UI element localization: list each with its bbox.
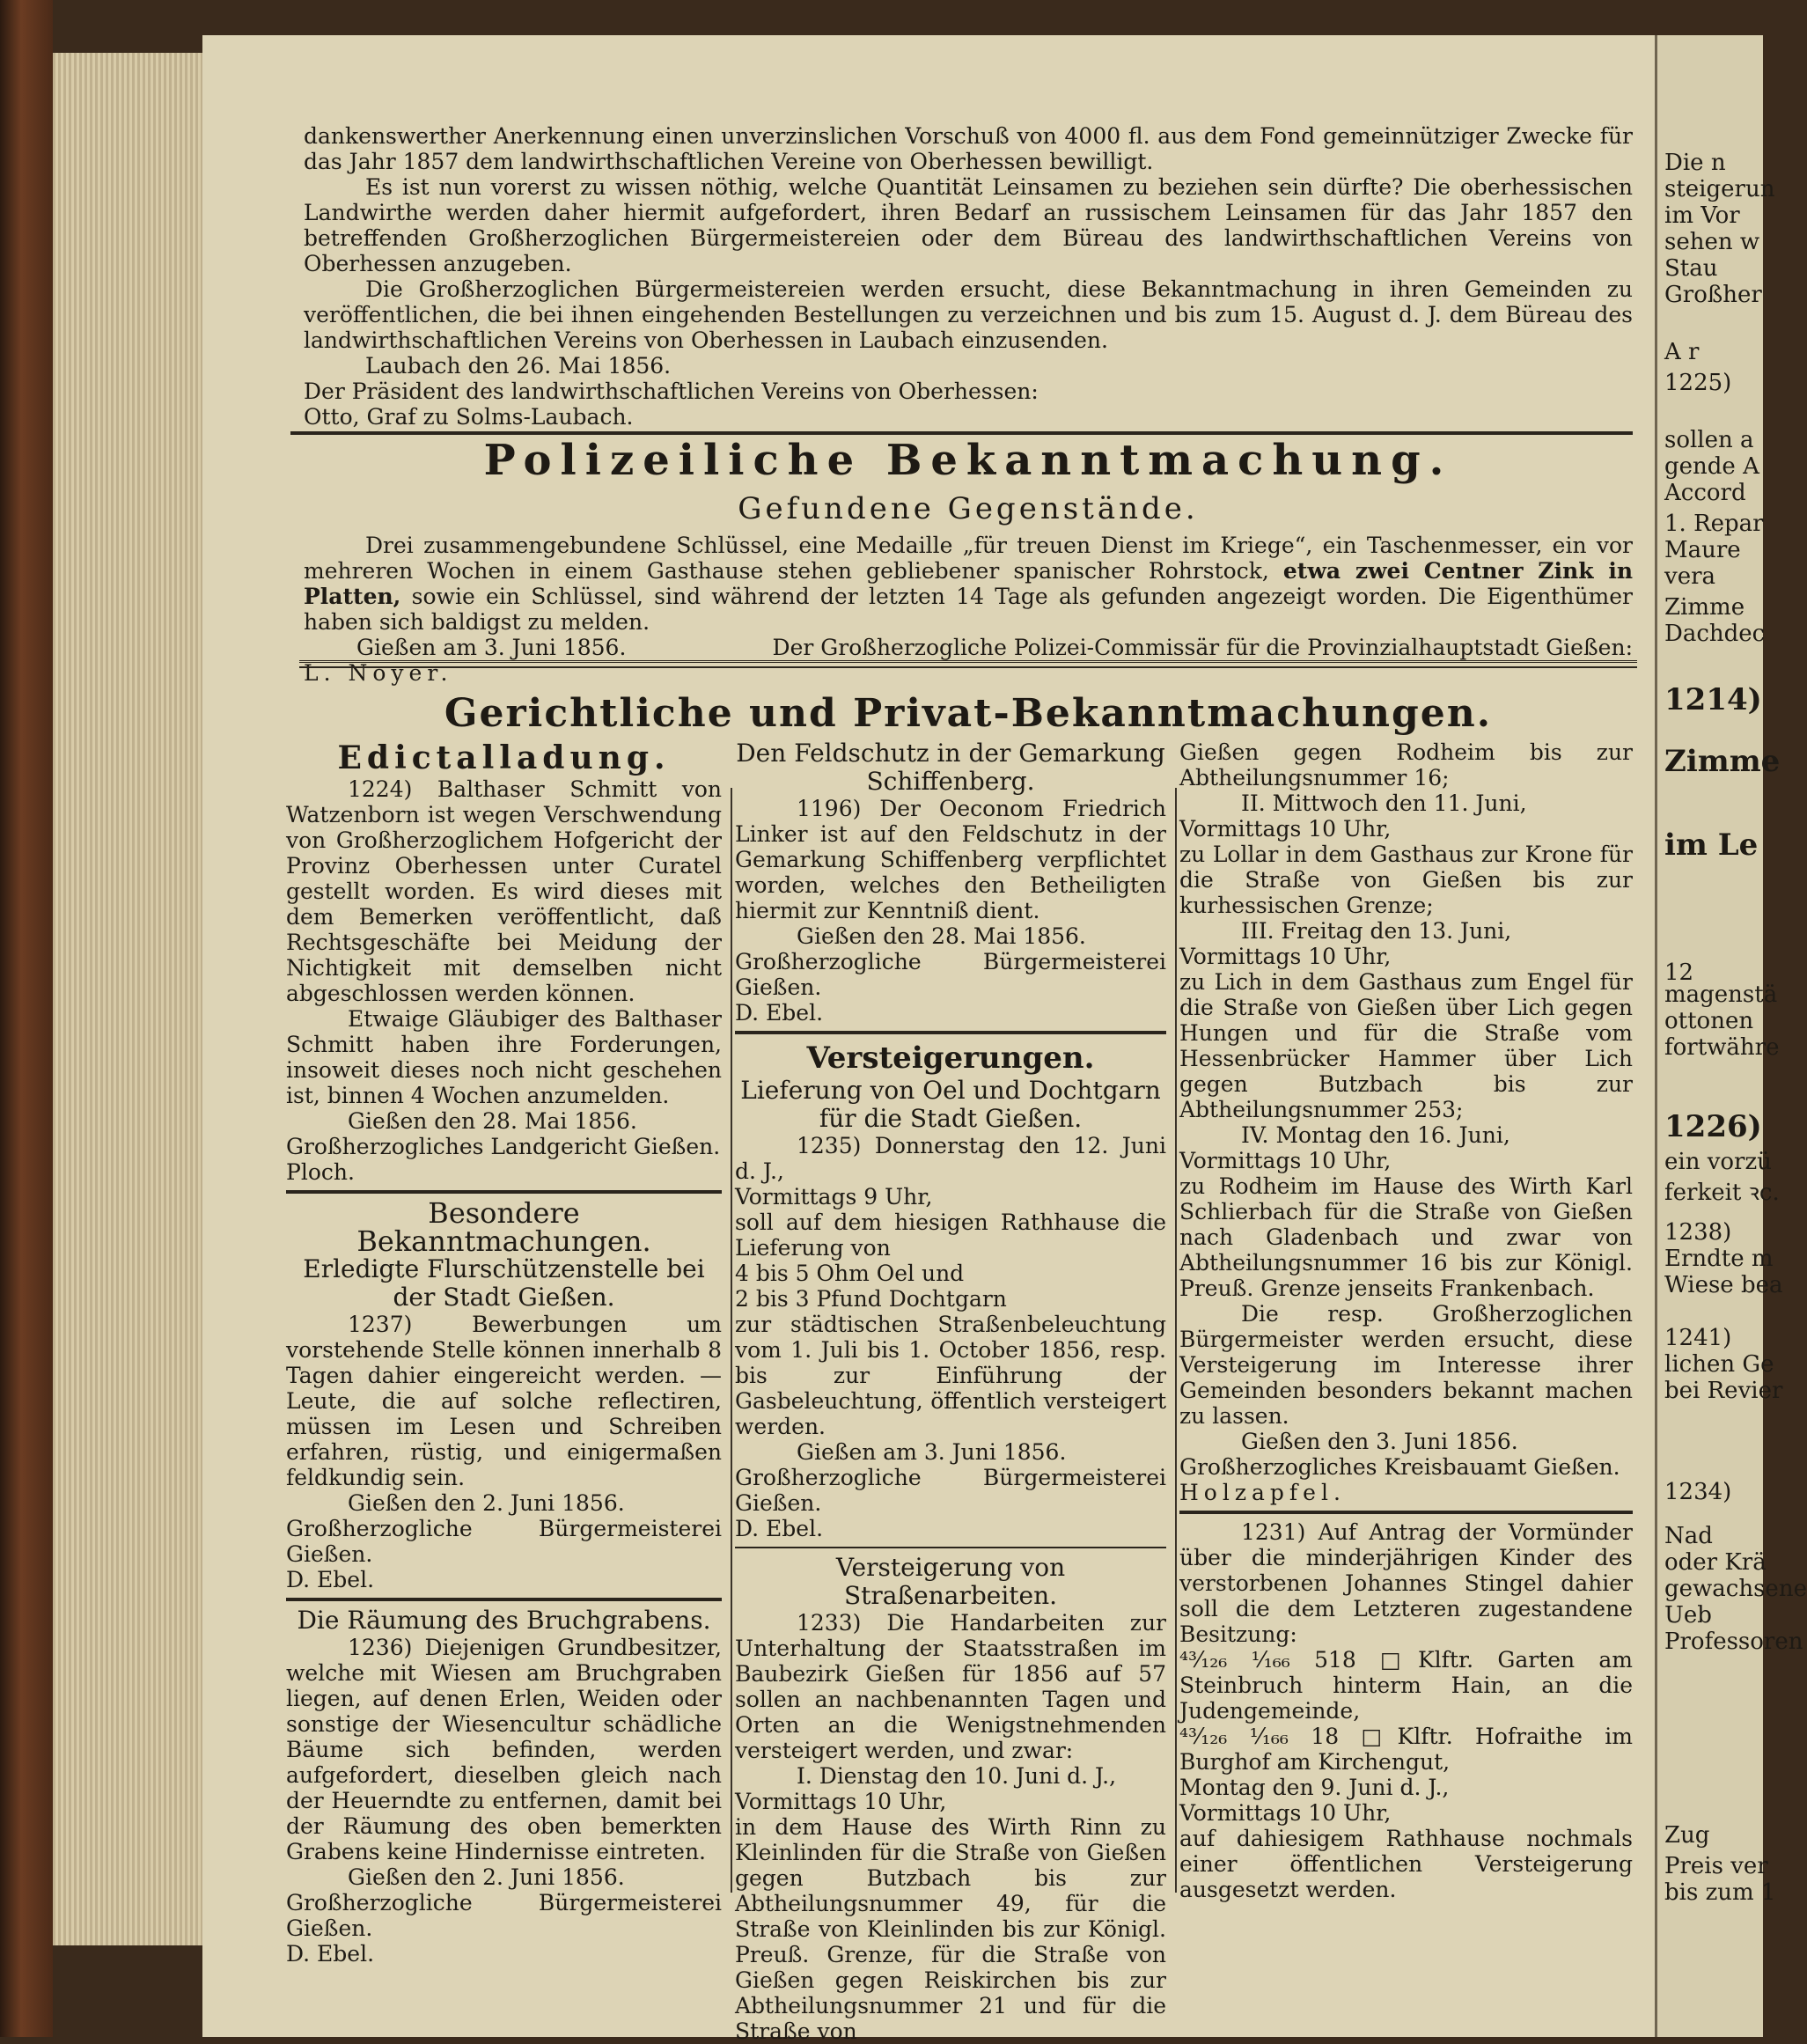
edict-signature-1: Großherzogliches Landgericht Gießen.	[286, 1134, 721, 1159]
strassen-continued: Gießen gegen Rodheim bis zur Abtheilungsnummer 16;	[1179, 739, 1633, 790]
police-text-b: sowie ein Schlüssel, sind während der letzten 14 Tage als gefunden angezeigt worden. Die Eigenthümer haben sich baldigst zu melden.	[304, 584, 1633, 635]
oel-signature-2: D. Ebel.	[735, 1516, 824, 1541]
strassen-signature-2: Holzapfel.	[1179, 1480, 1346, 1505]
strassen-date: Gießen den 3. Juni 1856.	[1241, 1429, 1518, 1454]
edict-date: Gießen den 28. Mai 1856.	[348, 1108, 637, 1134]
strassen-text: 1233) Die Handarbeiten zur Unterhaltung der Staatsstraßen im Baubezirk Gießen für 1856 auf 57 sollen an nachbenannten Tagen und Orten an die Wenigstnehmenden versteigert werden, und zwar:	[735, 1610, 1166, 1763]
stingel-text: 1231) Auf Antrag der Vormünder über die minderjährigen Kinder des verstorbenen Johannes Stingel dahier soll die dem Letzteren zugestandene Besitzung:	[1179, 1519, 1633, 1647]
stingel-date: Montag den 9. Juni d. J.,	[1179, 1775, 1450, 1800]
newspaper-page	[202, 35, 1655, 2044]
next-page-line: gende A	[1664, 453, 1759, 480]
next-page-line: fortwähre	[1664, 1034, 1780, 1061]
stingel-time: Vormittags 10 Uhr,	[1179, 1800, 1392, 1826]
strassen-item-4-text: zu Rodheim im Hause des Wirth Karl Schlierbach für die Straße von Gießen nach Gladenbach und zwar von Abtheilungsnummer 16 bis zur Königl. Preuß. Grenze jenseits Frankenbach.	[1179, 1173, 1633, 1301]
top-line-1: dankenswerther Anerkennung einen unverzinslichen Vorschuß von 4000 fl. aus dem Fond gemeinnütziger Zwecke für das Jahr 1857 dem landwirthschaftlichen Vereine von Oberhessen bewilligt.	[304, 123, 1633, 174]
next-page-line: im Vor	[1664, 202, 1740, 229]
next-page-line: im Le	[1664, 827, 1759, 863]
next-page-line: A r	[1664, 339, 1700, 365]
flur-title: Erledigte Flurschützenstelle bei der Stadt Gießen.	[303, 1254, 705, 1312]
police-text	[304, 533, 1633, 635]
edict-title: Edictalladung.	[337, 739, 671, 776]
feldschutz-signature-2: D. Ebel.	[735, 1000, 824, 1026]
feldschutz-title: Den Feldschutz in der Gemarkung Schiffenberg.	[736, 739, 1165, 796]
strassen-item-4-time: Vormittags 10 Uhr,	[1179, 1148, 1392, 1173]
column-divider-1	[731, 788, 732, 1893]
section-title: Gerichtliche und Privat-Bekanntmachungen.	[444, 691, 1493, 736]
police-subtitle: Gefundene Gegenstände.	[738, 491, 1199, 526]
strassen-item-1-time: Vormittags 10 Uhr,	[735, 1789, 947, 1814]
edict-signature-2: Ploch.	[286, 1159, 355, 1185]
stingel-item-2: ⁴³⁄₁₂₆ ¹⁄₁₆₆ 18 □Klftr. Hofraithe im Burghof am Kirchengut,	[1179, 1724, 1633, 1775]
next-page-line: Nad	[1664, 1523, 1713, 1549]
next-page-line: bis zum 1	[1664, 1879, 1776, 1906]
oel-title: Lieferung von Oel und Dochtgarn für die Stadt Gießen.	[740, 1076, 1161, 1133]
strassen-item-2-time: Vormittags 10 Uhr,	[1179, 816, 1392, 842]
next-page-line: Ueb	[1664, 1602, 1712, 1629]
stingel-text-2: auf dahiesigem Rathhause nochmals einer öffentlichen Versteigerung ausgesetzt werden.	[1179, 1826, 1633, 1902]
stingel-item-1: ⁴³⁄₁₂₆ ¹⁄₁₆₆ 518 □Klftr. Garten am Steinbruch hinterm Hain, an die Judengemeinde,	[1179, 1647, 1633, 1724]
strassen-request: Die resp. Großherzoglichen Bürgermeister werden ersucht, diese Versteigerung im Interesse ihrer Gemeinden besonders bekannt machen zu lassen.	[1179, 1301, 1633, 1429]
next-page-line: vera	[1664, 563, 1716, 590]
oel-date: Gießen am 3. Juni 1856.	[797, 1439, 1067, 1465]
edict-text: 1224) Balthaser Schmitt von Watzenborn ist wegen Verschwendung von Großherzoglichem Hofgericht der Provinz Oberhessen unter Curatel gestellt worden. Es wird dieses mit dem Bemerken veröffentlicht, daß Rechtsgeschäfte bei Meidung der Nichtigkeit mit demselben nicht abgeschlossen werden können.	[286, 776, 722, 1006]
edict-text-2: Etwaige Gläubiger des Balthaser Schmitt haben ihre Forderungen, insoweit dieses noch nicht geschehen ist, binnen 4 Wochen anzumelden.	[286, 1006, 722, 1108]
strassen-item-3-text: zu Lich in dem Gasthaus zum Engel für die Straße von Gießen über Lich gegen Hungen und für die Straße vom Hessenbrücker Hammer über Lich gegen Butzbach bis zur Abtheilungsnummer 253;	[1179, 969, 1633, 1122]
strassen-signature-1: Großherzogliches Kreisbauamt Gießen.	[1179, 1454, 1620, 1480]
next-page-line: Die n	[1664, 150, 1726, 176]
bruch-text: 1236) Diejenigen Grundbesitzer, welche mit Wiesen am Bruchgraben liegen, auf denen Erlen, Weiden oder sonstige der Wiesencultur schädliche Bäume sich befinden, werden aufgefordert, dieselben gleich nach der Heuerndte zu entfernen, damit bei der Räumung des oben bemerkten Grabens keine Hindernisse eintreten.	[286, 1635, 722, 1864]
strassen-item-2: II. Mittwoch den 11. Juni,	[1241, 790, 1527, 816]
next-page-line: Professoren	[1664, 1629, 1803, 1655]
police-signature-1: Der Großherzogliche Polizei-Commissär für die Provinzialhauptstadt Gießen:	[772, 635, 1633, 660]
column-rule	[735, 1031, 1166, 1034]
book-binding	[0, 0, 53, 2037]
strassen-item-3-time: Vormittags 10 Uhr,	[1179, 944, 1392, 969]
flur-text: 1237) Bewerbungen um vorstehende Stelle können innerhalb 8 Tagen dahier eingereicht werden. — Leute, die auf solche reflectiren, müssen im Lesen und Schreiben erfahren, rüstig, und einigermaßen feldkundig sein.	[286, 1312, 722, 1490]
column-2	[735, 739, 1166, 2044]
next-page-line: Maure	[1664, 537, 1741, 563]
next-page-line: sehen w	[1664, 229, 1760, 255]
strassen-item-3: III. Freitag den 13. Juni,	[1241, 918, 1512, 944]
next-page-line: Wiese bea	[1664, 1272, 1783, 1298]
strassen-item-1: I. Dienstag den 10. Juni d. J.,	[797, 1763, 1117, 1789]
special-title: Besondere Bekanntmachungen.	[356, 1196, 651, 1258]
next-page-line: Großher	[1664, 282, 1762, 308]
section-double-rule	[299, 660, 1637, 668]
next-page-line: Zug	[1664, 1822, 1710, 1849]
next-page-line: ein vorzü	[1664, 1149, 1772, 1175]
divider-rule	[290, 431, 1633, 435]
strassen-item-1-text: in dem Hause des Wirth Rinn zu Kleinlinden für die Straße von Gießen gegen Butzbach bis zur Abtheilungsnummer 49, für die Straße von Kleinlinden bis zur Königl. Preuß. Grenze, für die Straße von Gießen gegen Reiskirchen bis zur Abtheilungsnummer 21 und für die Straße von	[735, 1814, 1166, 2044]
strassen-item-4: IV. Montag den 16. Juni,	[1241, 1122, 1510, 1148]
oel-line-4: 4 bis 5 Ohm Oel und	[735, 1261, 965, 1286]
next-page-line: Zimme	[1664, 744, 1781, 779]
next-page-line: Accord	[1664, 480, 1746, 506]
auctions-title: Versteigerungen.	[806, 1040, 1095, 1076]
next-page-line: Preis ver	[1664, 1853, 1768, 1879]
page-edges	[53, 53, 204, 1945]
police-footer	[304, 635, 1633, 660]
next-page-line: ottonen	[1664, 1008, 1754, 1034]
next-page-line: 1214)	[1664, 682, 1762, 717]
feldschutz-text: 1196) Der Oeconom Friedrich Linker ist auf den Feldschutz in der Gemarkung Schiffenberg verpflichtet worden, welches den Betheiligten hiermit zur Kenntniß dient.	[735, 796, 1166, 923]
oel-line-2: Vormittags 9 Uhr,	[735, 1184, 933, 1209]
next-page-line: Stau	[1664, 255, 1718, 282]
bruch-title: Die Räumung des Bruchgrabens.	[297, 1606, 711, 1635]
next-page-line: 1. Repar	[1664, 511, 1764, 537]
next-page-line: 1234)	[1664, 1479, 1732, 1505]
top-line-3: Die Großherzoglichen Bürgermeistereien werden ersucht, diese Bekanntmachung in ihren Gemeinden zu veröffentlichen, die bei ihnen eingehenden Bestellungen zu verzeichnen und bis zum 15. August d. J. dem Büreau des landwirthschaftlichen Vereins von Oberhessen in Laubach einzusenden.	[304, 276, 1633, 353]
column-rule	[735, 1547, 1166, 1548]
next-page-line: steigerun	[1664, 176, 1775, 202]
flur-signature-2: D. Ebel.	[286, 1567, 375, 1592]
strassen-title: Versteigerung von Straßenarbeiten.	[835, 1553, 1066, 1610]
flur-signature-1: Großherzogliche Bürgermeisterei Gießen.	[286, 1516, 722, 1567]
column-rule	[1179, 1511, 1633, 1514]
bruch-date: Gießen den 2. Juni 1856.	[348, 1864, 625, 1890]
oel-line-1: 1235) Donnerstag den 12. Juni d. J.,	[735, 1133, 1166, 1184]
next-page-line: 1238)	[1664, 1219, 1732, 1246]
next-page-line: lichen Ge	[1664, 1351, 1774, 1378]
top-notice	[304, 123, 1633, 430]
police-signature-2: L. Noyer.	[304, 660, 453, 686]
next-page-line: bei Revier	[1664, 1378, 1783, 1404]
next-page-line: 12	[1664, 960, 1694, 986]
next-page-line: magenstä	[1664, 982, 1778, 1008]
next-page-line: Zimme	[1664, 594, 1745, 621]
police-date: Gießen am 3. Juni 1856.	[356, 635, 627, 660]
oel-line-5: 2 bis 3 Pfund Dochtgarn	[735, 1286, 1007, 1312]
next-page-line: 1241)	[1664, 1325, 1732, 1351]
top-line-2: Es ist nun vorerst zu wissen nöthig, welche Quantität Leinsamen zu beziehen sein dürfte? Die oberhessischen Landwirthe werden daher hiermit aufgefordert, ihren Bedarf an russischem Leinsamen für das Jahr 1857 den betreffenden Großherzoglichen Bürgermeistereien oder dem Büreau des landwirthschaftlichen Vereins von Oberhessen anzugeben.	[304, 174, 1633, 276]
next-page-line: oder Krä	[1664, 1549, 1767, 1576]
oel-signature-1: Großherzogliche Bürgermeisterei Gießen.	[735, 1465, 1166, 1516]
strassen-item-2-text: zu Lollar in dem Gasthaus zur Krone für die Straße von Gießen bis zur kurhessischen Grenze;	[1179, 842, 1633, 918]
top-signature-2: Otto, Graf zu Solms-Laubach.	[304, 404, 634, 430]
column-1	[286, 739, 722, 1967]
column-rule	[286, 1598, 722, 1601]
feldschutz-signature-1: Großherzogliche Bürgermeisterei Gießen.	[735, 949, 1166, 1000]
oel-line-6: zur städtischen Straßenbeleuchtung vom 1. Juli bis 1. October 1856, resp. bis zur Einführung der Gasbeleuchtung, öffentlich versteigert werden.	[735, 1312, 1166, 1439]
next-page-line: 1226)	[1664, 1109, 1762, 1144]
column-rule	[286, 1190, 722, 1194]
next-page-line: Erndte m	[1664, 1246, 1774, 1272]
feldschutz-date: Gießen den 28. Mai 1856.	[797, 923, 1086, 949]
oel-line-3: soll auf dem hiesigen Rathhause die Lieferung von	[735, 1209, 1166, 1261]
bruch-signature-1: Großherzogliche Bürgermeisterei Gießen.	[286, 1890, 722, 1941]
flur-date: Gießen den 2. Juni 1856.	[348, 1490, 625, 1516]
police-title: Polizeiliche Bekanntmachung.	[483, 436, 1453, 485]
police-text-a: Drei zusammengebundene Schlüssel, eine Medaille „für treuen Dienst im Kriege“, ein Taschenmesser, ein vor mehreren Wochen in einem Gasthause stehen gebliebener spanischer Rohrstock,	[304, 533, 1633, 584]
next-page-line: ferkeit ꝛc.	[1664, 1180, 1780, 1206]
bruch-signature-2: D. Ebel.	[286, 1941, 375, 1967]
next-page-line: sollen a	[1664, 427, 1754, 453]
next-page-line: 1225)	[1664, 370, 1732, 396]
column-divider-2	[1175, 788, 1177, 1893]
column-3	[1179, 739, 1633, 1902]
police-text-bold: etwa zwei Centner Zink in Platten,	[304, 558, 1633, 609]
next-page-line: gewachsene	[1664, 1576, 1807, 1602]
next-page-line: Dachdec	[1664, 621, 1766, 647]
next-page-fragment	[1655, 35, 1807, 2037]
top-date: Laubach den 26. Mai 1856.	[365, 353, 672, 379]
top-signature-1: Der Präsident des landwirthschaftlichen Vereins von Oberhessen:	[304, 379, 1039, 404]
